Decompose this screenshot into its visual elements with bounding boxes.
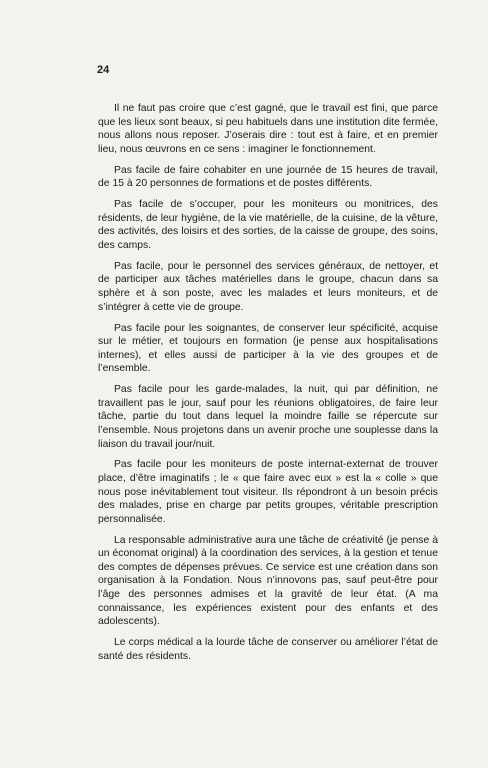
paragraph: Le corps médical a la lourde tâche de conserver ou améliorer l’état de santé des résidents.	[98, 637, 438, 662]
paragraph: Pas facile de s’occuper, pour les moniteurs ou monitrices, des résidents, de leur hygiène, de la vie matérielle, de la cuisine, de la vêture, des activités, des loisirs et des sorties, de la caisse de groupe, des soins, des camps.	[98, 199, 438, 251]
paragraph: Il ne faut pas croire que c’est gagné, que le travail est fini, que parce que les lieux sont beaux, si peu habituels dans une institution dite fermée, nous allons nous reposer. J’oserais dire : tout est à faire, et en premier lieu, nous œuvrons en ce sens : imaginer le fonctionnement.	[98, 103, 438, 155]
paragraph: Pas facile, pour le personnel des services généraux, de nettoyer, et de participer aux tâches matérielles dans le groupe, chacun dans sa sphère et à son poste, avec les malades et leurs moniteurs, et de s’intégrer à cette vie de groupe.	[98, 260, 438, 313]
paragraph: La responsable administrative aura une tâche de créativité (je pense à un économat original) à la coordination des services, à la gestion et tenue des comptes de dépenses prévues. Ce service est une création dans son organisation à la Fondation. Nous n’innovons pas, sauf peut-être pour l’âge des personnes admises et la gravité de leur état. (A ma connaissance, les expériences existent pour des enfants et des adolescents).	[98, 534, 438, 628]
paragraph: Pas facile pour les garde-malades, la nuit, qui par définition, ne travaillent pas le jour, sauf pour les réunions obligatoires, de faire leur tâche, partie du tout dans lequel la moindre faille se répercute sur l’ensemble. Nous projetons dans un avenir proche une souplesse dans la liaison du travail jour/nuit.	[98, 384, 438, 450]
body-text	[98, 102, 438, 671]
paragraph: Pas facile pour les moniteurs de poste internat-externat de trouver place, d’être imaginatifs ; le « que faire avec eux » est la « colle » que nous pose inévitablement tout visiteur. Ils répondront à un besoin précis des malades, prise en charge par petits groupes, véritable prescription personnalisée.	[98, 459, 438, 525]
paragraph: Pas facile de faire cohabiter en une journée de 15 heures de travail, de 15 à 20 personnes de formations et de postes différents.	[98, 164, 438, 190]
page-number: 24	[97, 64, 110, 76]
paragraph: Pas facile pour les soignantes, de conserver leur spécificité, acquise sur le métier, et toujours en formation (je pense aux hospitalisations internes), et elles aussi de participer à la vie des groupes et de l’ensemble.	[98, 322, 438, 375]
